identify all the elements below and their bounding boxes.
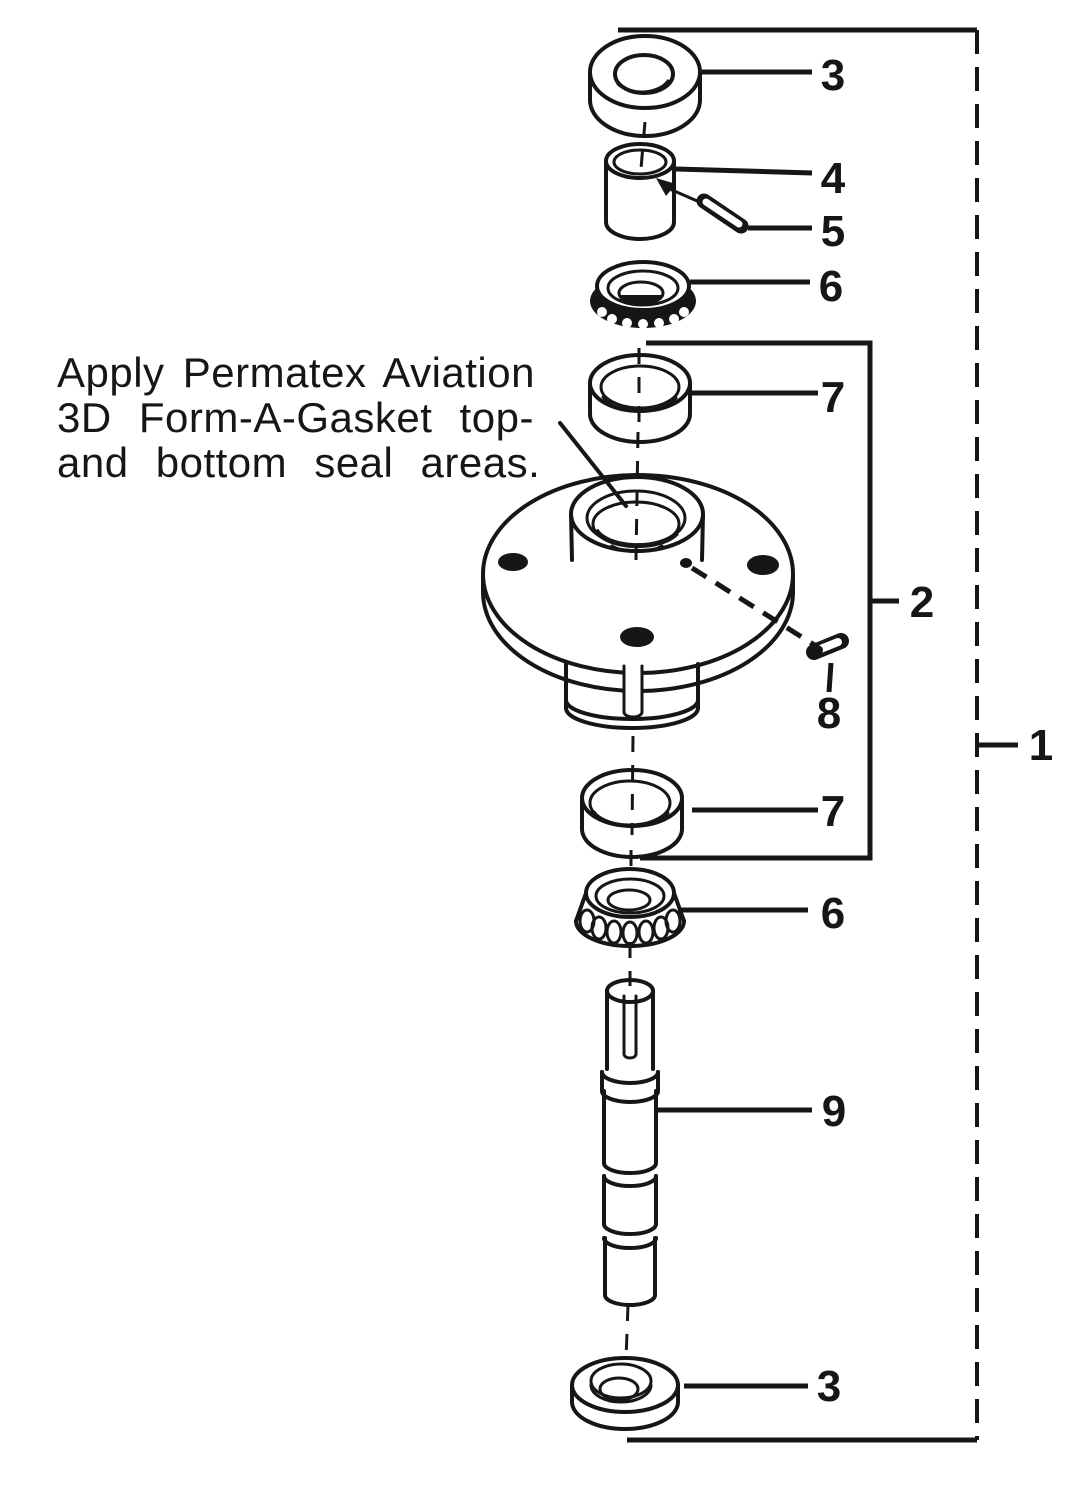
part-roll-pin xyxy=(656,178,741,226)
annotation-line-2: 3D Form-A-Gasket top- xyxy=(57,394,534,441)
annotation-line-1: Apply Permatex Aviation xyxy=(57,349,535,396)
part-cap-bottom xyxy=(572,1358,678,1429)
callout-grease-fitting: 8 xyxy=(816,689,842,738)
callout-pin: 5 xyxy=(820,207,846,256)
annotation-leader xyxy=(560,423,626,506)
part-bearing-cup-top xyxy=(590,355,690,442)
bracket-hub-group xyxy=(640,343,899,858)
callout-hub-group: 2 xyxy=(909,578,935,627)
part-bearing-cone-top xyxy=(590,262,696,329)
callout-cup-bottom: 7 xyxy=(820,787,846,836)
callout-cup-top: 7 xyxy=(820,373,846,422)
part-bearing-cone-bottom xyxy=(576,869,684,946)
part-bearing-cup-bottom xyxy=(582,770,682,857)
callout-bearing-top: 6 xyxy=(818,262,844,311)
callout-assembly: 1 xyxy=(1028,721,1054,770)
callout-labels xyxy=(817,51,1053,1411)
callout-sleeve: 4 xyxy=(820,154,846,203)
callout-bearing-bottom: 6 xyxy=(820,889,846,938)
part-dust-cap-top xyxy=(590,36,700,136)
callout-shaft: 9 xyxy=(821,1087,847,1136)
leader-lines xyxy=(560,72,818,1386)
callout-cap-top: 3 xyxy=(820,51,846,100)
annotation-line-3: and bottom seal areas. xyxy=(57,439,541,486)
part-spindle-shaft xyxy=(602,980,658,1305)
callout-cap-bottom: 3 xyxy=(816,1362,842,1411)
